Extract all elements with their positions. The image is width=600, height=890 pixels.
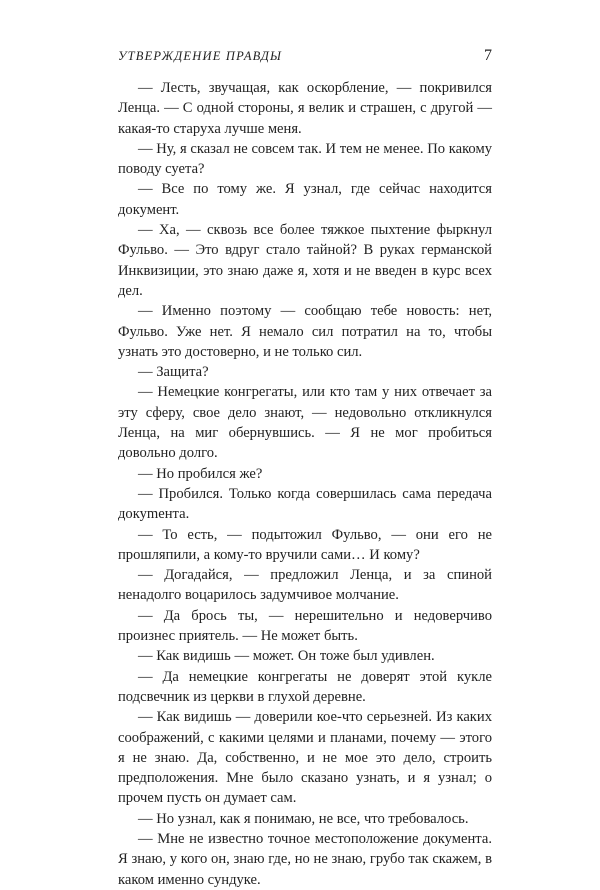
paragraph: — Но пробился же? bbox=[138, 465, 263, 482]
page-number: 7 bbox=[484, 47, 492, 64]
paragraph: — Все по тому же. Я узнал, где сейчас находится документ. bbox=[118, 181, 492, 218]
paragraph: — Мне не известно точное местоположение документа. Я знаю, у кого он, знаю где, но не знаю, грубо так скажем, в каком именно сундуке. bbox=[118, 830, 492, 888]
paragraph: — Ха, — сквозь все более тяжкое пыхтение фыркнул Фульво. — Это вдруг стало тайной? В руках германской Инквизиции, это знаю даже я, хотя и не введен в курс всех дел. bbox=[118, 222, 492, 299]
paragraph: — Защита? bbox=[138, 364, 209, 381]
paragraph: — Но узнал, как я понимаю, не все, что требовалось. bbox=[138, 810, 469, 827]
paragraph: — Немецкие конгрегаты, или кто там у них отвечает за эту сферу, свое дело знают, — недовольно откликнулся Ленца, на миг обернувшись. — Я не мог пробиться довольно долго. bbox=[118, 384, 492, 462]
paragraph: — Да брось ты, — нерешительно и недоверчиво произнес приятель. — Не может быть. bbox=[118, 607, 492, 645]
running-title: УТВЕРЖДЕНИЕ ПРАВДЫ bbox=[118, 49, 283, 63]
paragraph: — Именно поэтому — сообщаю тебе новость: нет, Фульво. Уже нет. Я немало сил потратил на то, чтобы узнать это достоверно, и не только сил. bbox=[118, 303, 492, 360]
page-header bbox=[118, 47, 492, 65]
paragraph: — Догадайся, — предложил Ленца, и за спиной ненадолго воцарилось задумчивое молчание. bbox=[118, 567, 492, 604]
paragraph: — Как видишь — может. Он тоже был удивлен. bbox=[138, 648, 435, 665]
paragraph: — Как видишь — доверили кое-что серьезней. Из каких соображений, с какими целями и планами, почему — этого я не знаю. Да, собственно, и не мое это дело, строить предположения. Мне было сказано узнать, и я узнал; о прочем пусть он думает сам. bbox=[118, 709, 492, 807]
body-text bbox=[118, 78, 492, 890]
paragraph: — То есть, — подытожил Фульво, — они его не прошляпили, а кому-то вручили сами… И кому? bbox=[118, 526, 492, 563]
paragraph: — Ну, я сказал не совсем так. И тем не менее. По какому поводу суета? bbox=[118, 140, 492, 178]
paragraph: — Лесть, звучащая, как оскорбление, — покривился Ленца. — С одной стороны, я велик и страшен, с другой — какая-то старуха лучше меня. bbox=[118, 80, 492, 137]
paragraph: — Да немецкие конгрегаты не доверят этой кукле подсвечник из церкви в глухой деревне. bbox=[118, 668, 492, 705]
paragraph: — Пробился. Только когда совершилась сама передача докуmента. bbox=[118, 485, 492, 523]
